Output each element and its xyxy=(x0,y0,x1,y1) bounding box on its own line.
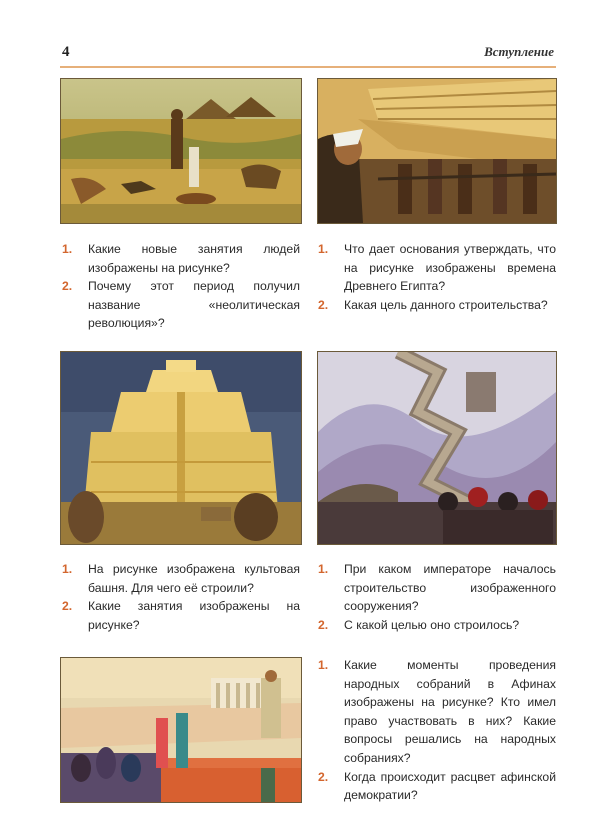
question-item xyxy=(318,768,556,805)
question-number: 2. xyxy=(318,617,329,632)
question-list-great-wall xyxy=(318,560,556,634)
question-text: Какие занятия изображены на рисунке? xyxy=(88,599,300,632)
question-text: Какие новые занятия людей изображены на рисунке? xyxy=(88,242,300,275)
question-item xyxy=(318,296,556,315)
question-item xyxy=(62,560,300,597)
question-text: С какой целью оно строилось? xyxy=(344,617,520,632)
question-text: При каком императоре началось строительство изображенного сооружения? xyxy=(344,562,556,614)
page-number: 4 xyxy=(62,44,70,60)
illustration-ziggurat xyxy=(60,351,302,545)
header-rule xyxy=(60,66,556,68)
question-number: 1. xyxy=(318,562,329,576)
question-number: 2. xyxy=(318,297,329,312)
question-list-ziggurat xyxy=(62,560,300,634)
question-text: Какие моменты проведения народных собраний в Афинах изображены на рисунке? Кто имел право участвовать в них? Какие вопросы решались на народных собраниях? xyxy=(344,658,556,765)
question-text: На рисунке изображена культовая башня. Для чего её строили? xyxy=(88,562,300,595)
question-list-egypt xyxy=(318,240,556,314)
illustration-egypt-construction xyxy=(317,78,557,224)
question-number: 2. xyxy=(318,769,329,784)
question-item xyxy=(62,597,300,634)
question-list-athens xyxy=(318,656,556,805)
question-item xyxy=(62,240,300,277)
question-number: 1. xyxy=(62,562,73,576)
question-text: Когда происходит расцвет афинской демократии? xyxy=(344,769,556,803)
question-list-neolithic xyxy=(62,240,300,333)
question-item xyxy=(318,616,556,635)
question-item xyxy=(318,240,556,296)
illustration-athens-assembly xyxy=(60,657,302,803)
question-text: Какая цель данного строительства? xyxy=(344,297,548,312)
section-title: Вступление xyxy=(484,44,554,59)
question-item xyxy=(62,277,300,333)
question-item xyxy=(318,560,556,616)
illustration-neolithic-settlement xyxy=(60,78,302,224)
question-item xyxy=(318,656,556,768)
question-number: 1. xyxy=(318,242,329,256)
question-text: Почему этот период получил название «неолитическая революция»? xyxy=(88,279,300,331)
question-number: 2. xyxy=(62,279,73,294)
question-number: 1. xyxy=(62,242,73,256)
question-text: Что дает основания утверждать, что на рисунке изображены времена Древнего Египта? xyxy=(344,242,556,294)
question-number: 2. xyxy=(62,599,73,614)
illustration-great-wall xyxy=(317,351,557,545)
question-number: 1. xyxy=(318,658,329,672)
